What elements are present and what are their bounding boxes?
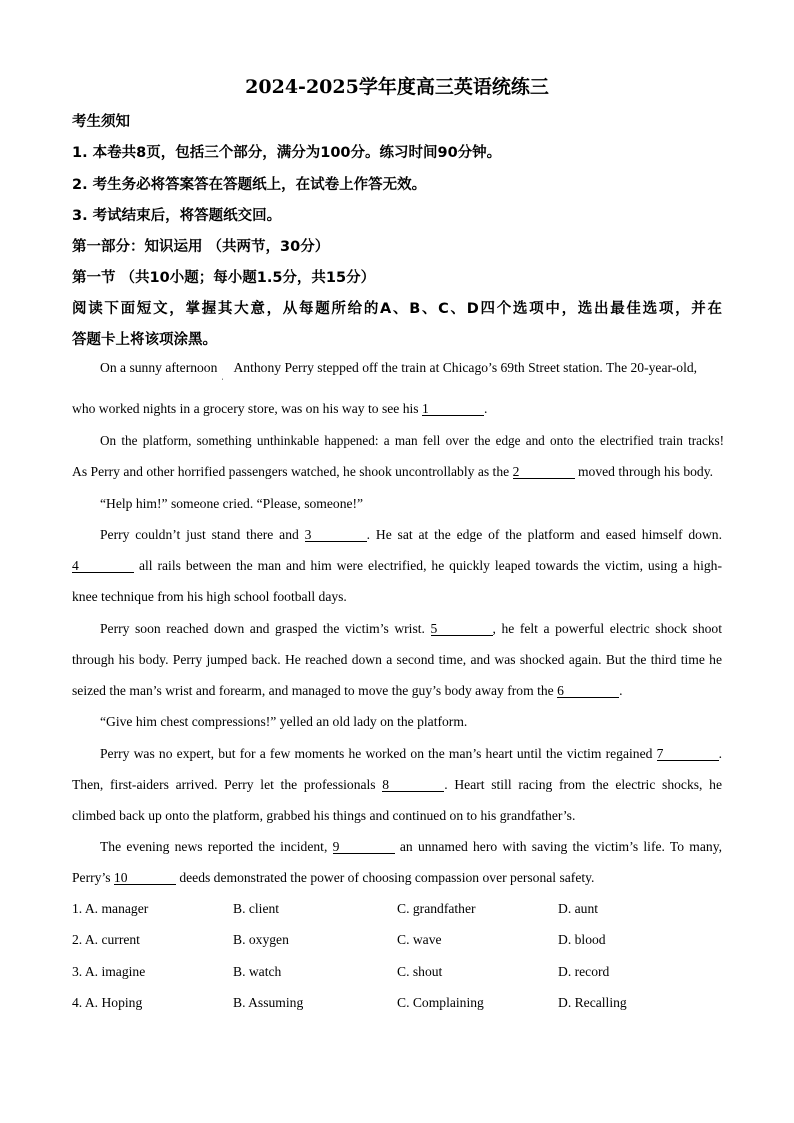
passage-text: , he felt a powerful electric shock shoot (492, 621, 723, 636)
option-a[interactable]: 2. A. current (72, 932, 140, 947)
option-b[interactable]: B. Assuming (233, 995, 304, 1010)
passage-text: Then, first-aiders arrived. Perry let the professionals (72, 777, 376, 792)
option-d[interactable]: D. record (558, 964, 610, 979)
passage-text: . Heart still racing from the electric shocks, he (444, 777, 722, 792)
passage-text: Perry soon reached down and grasped the victim’s wrist. (100, 621, 425, 636)
passage-line: On the platform, something unthinkable happened: a man fell over the edge and onto the electrified train tracks! (100, 433, 724, 448)
blank-3: 3 (305, 528, 367, 542)
passage-text: The evening news reported the incident, (100, 839, 328, 854)
passage-text: who worked nights in a grocery store, was on his way to see his (72, 401, 419, 416)
part-one-heading: 第一部分：知识运用 （共两节，30分） (72, 239, 330, 255)
passage-text: moved through his body. (577, 464, 714, 479)
option-d[interactable]: D. blood (558, 932, 606, 947)
passage-line: “Help him!” someone cried. “Please, someone!” (100, 496, 364, 511)
blank-4: 4 (72, 559, 134, 573)
passage-line (100, 621, 722, 637)
passage-line (100, 839, 722, 855)
option-d[interactable]: D. Recalling (558, 995, 627, 1010)
option-c[interactable]: C. grandfather (397, 901, 476, 916)
passage-line (72, 464, 722, 480)
passage-text: Perry couldn’t just stand there and (100, 527, 299, 542)
passage-line: “Give him chest compressions!” yelled an old lady on the platform. (100, 714, 468, 729)
blank-7: 7 (657, 747, 719, 761)
option-a[interactable]: 3. A. imagine (72, 964, 146, 979)
passage-line (72, 777, 722, 793)
option-c[interactable]: C. Complaining (397, 995, 484, 1010)
passage-line: seized the man’s wrist and forearm, and managed to move the guy’s body away from the 6 . (72, 683, 623, 698)
section-one-heading: 第一节 （共10小题；每小题1.5分，共15分） (72, 270, 376, 286)
option-a[interactable]: 4. A. Hoping (72, 995, 143, 1010)
passage-line: climbed back up onto the platform, grabbed his things and continued on to his grandfather’s. (72, 808, 576, 823)
passage-line: who worked nights in a grocery store, was on his way to see his 1 . (72, 401, 488, 416)
blank-10: 10 (114, 871, 176, 885)
option-b[interactable]: B. watch (233, 964, 282, 979)
passage-text: . He sat at the edge of the platform and eased himself down. (366, 527, 722, 542)
blank-6: 6 (557, 684, 619, 698)
option-c[interactable]: C. wave (397, 932, 442, 947)
notice-heading: 考生须知 (72, 114, 130, 130)
option-b[interactable]: B. client (233, 901, 280, 916)
blank-9: 9 (333, 840, 395, 854)
option-b[interactable]: B. oxygen (233, 932, 289, 947)
passage-line (72, 870, 722, 886)
exam-title: 2024-2025学年度高三英语统练三 (245, 76, 549, 98)
option-a[interactable]: 1. A. manager (72, 901, 149, 916)
passage-text: an unnamed hero with saving the victim’s life. To many, (399, 839, 723, 854)
passage-text: Perry was no expert, but for a few moments he worked on the man’s heart until the victim regained (100, 746, 653, 761)
passage-text: Anthony Perry stepped off the train at Chicago’s 69th Street station. The 20-year-old, (233, 360, 698, 375)
passage-line (100, 527, 722, 543)
stray-mark: ˌ (220, 370, 224, 380)
passage-line: knee technique from his high school football days. (72, 589, 347, 604)
passage-text: seized the man’s wrist and forearm, and managed to move the guy’s body away from the (72, 683, 554, 698)
instruction-line-1: 阅读下面短文，掌握其大意，从每题所给的A、B、C、D四个选项中，选出最佳选项，并在 (72, 301, 722, 317)
notice-item-2: 2. 考生务必将答案答在答题纸上，在试卷上作答无效。 (72, 177, 427, 193)
passage-text: As Perry and other horrified passengers watched, he shook uncontrollably as the (72, 464, 510, 479)
notice-item-1: 1. 本卷共8页，包括三个部分，满分为100分。练习时间90分钟。 (72, 145, 502, 161)
blank-5: 5 (431, 622, 493, 636)
passage-line (72, 558, 722, 574)
passage-line (100, 360, 722, 380)
option-d[interactable]: D. aunt (558, 901, 599, 916)
option-c[interactable]: C. shout (397, 964, 443, 979)
blank-2: 2 (513, 465, 575, 479)
passage-line: Perry was no expert, but for a few moments he worked on the man’s heart until the victim regained 7 . (100, 746, 723, 761)
passage-text: deeds demonstrated the power of choosing compassion over personal safety. (179, 870, 595, 885)
passage-text: On a sunny afternoon (100, 360, 218, 375)
passage-text: all rails between the man and him were electrified, he quickly leaped towards the victim, using a high- (138, 558, 723, 573)
notice-item-3: 3. 考试结束后，将答题纸交回。 (72, 208, 282, 224)
passage-text: Perry’s (72, 870, 111, 885)
passage-line: through his body. Perry jumped back. He reached down a second time, and was shocked again. But the third time he (72, 652, 722, 667)
blank-8: 8 (382, 778, 444, 792)
instruction-line-2: 答题卡上将该项涂黑。 (72, 332, 217, 348)
blank-1: 1 (422, 402, 484, 416)
